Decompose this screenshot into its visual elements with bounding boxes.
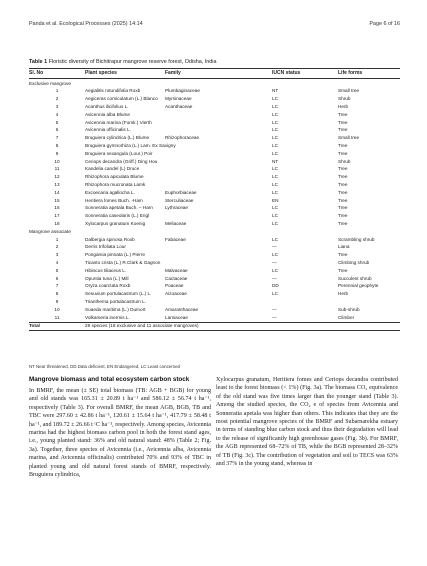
table-caption-label: Table 1 [29,59,48,65]
cell-sl-no: 2 [55,96,59,102]
table-row [29,111,400,119]
table-bottom-rule [29,330,400,331]
cell-family: Acanthaceae [165,103,193,109]
cell-species: Aegiceras corniculatum (L.) Blanco [85,96,158,102]
cell-species: Bruguiera gymnorhiza (L.) Lam. Ex Savigny [85,142,176,148]
cell-iucn: LC [272,127,278,133]
cell-life-form: Tree [338,213,348,219]
table-row [29,87,400,95]
total-text: 29 species (18 exclusive and 11 associate mangroves) [85,322,199,328]
cell-life-form: Tree [338,127,348,133]
cell-family: Meliaceae [165,220,187,226]
cell-life-form: Herb [338,103,349,109]
table-row [29,103,400,111]
table-row [29,236,400,244]
cell-sl-no: 18 [54,220,60,226]
cell-family: Myrsinaceae [165,96,192,102]
group-label: Exclusive mangrove [29,80,71,86]
cell-family: Cactaceae [165,275,188,281]
table-row [29,197,400,205]
table-row [29,181,400,189]
table-row [29,290,400,298]
cell-sl-no: 2 [55,244,59,250]
cell-species: Avicennia officinalis L. [85,127,131,133]
cell-sl-no: 11 [54,314,60,320]
cell-species: Opuntia tuna (L.) Mill [85,275,129,281]
cell-species: Bruguiera sexangula (Lour.) Poir [85,150,153,156]
cell-life-form: Scrambling shrub [338,236,375,242]
column-header: Plant species [85,69,117,76]
cell-life-form: Tree [338,166,348,172]
cell-sl-no: 1 [55,88,59,94]
body-column-left [29,387,211,479]
section-title: Mangrove biomass and total ecosystem carbon stock [29,376,190,383]
cell-life-form: Tree [338,111,348,117]
cell-species: Ceriops decandra (Griff.) Ding Hou [85,158,158,164]
cell-life-form: Tree [338,220,348,226]
table-row [29,251,400,259]
cell-iucn: — [272,306,277,312]
cell-family: Euphorbiaceae [165,189,197,195]
cell-iucn: LC [272,111,278,117]
cell-life-form: Tree [338,174,348,180]
cell-iucn: LC [272,236,278,242]
table-row [29,243,400,251]
cell-iucn: — [272,275,277,281]
page-header [29,21,400,30]
cell-sl-no: 11 [54,166,60,172]
cell-sl-no: 8 [55,291,59,297]
table-row [29,298,400,306]
cell-iucn: DD [272,283,279,289]
cell-life-form: Liana [338,244,350,250]
cell-sl-no: 6 [55,127,59,133]
cell-iucn: — [272,314,277,320]
body-paragraph-right: Xylocarpus granatum, Heritiera fomes and Ceriops decandra contributed least to the forest biomass (< 1%) (Fig. 3a). The biomass CO₂ equivalence of the old stand was five times larger than the younger stand (Table 3). Among the studied species, the CO₂ e of species from Avicennia and Sonneratia apetala was higher than others. This indicates that they are the most potential mangrove species of the BMRF and Subarnarekha estuary in terms of standing blue carbon stock and thus their degradation will lead to the release of significantly high greenhouse gases (Fig. 3b). For BMRF, the AGB represented 68–72% of TB, while the BGB represented 28–32% of TB (Fig. 3c). The contribution of vegetation and soil to TECS was 63% and 37% in the young stand, whereas in [216,377,398,468]
cell-sl-no: 10 [54,158,60,164]
cell-species: Aegialitis rotundifolia Roxb [85,88,141,94]
cell-life-form: Small tree [338,88,360,94]
cell-sl-no: 6 [55,275,59,281]
cell-species: Derris trifoliata Lour [85,244,126,250]
journal-volume: (2025) 14:14 [112,21,143,27]
table-group-row [29,228,400,236]
cell-life-form: Tree [338,142,348,148]
cell-species: Rhizophora mucronata Lamk [85,181,146,187]
cell-sl-no: 16 [54,205,60,211]
cell-life-form: Shrub [338,96,351,102]
cell-family: Amaranthaceae [165,306,199,312]
cell-life-form: Tree [338,205,348,211]
cell-life-form: Tree [338,181,348,187]
cell-species: Acanthus ilicifolius L. [85,103,129,109]
cell-iucn: LC [272,150,278,156]
table-group-row [29,80,400,88]
cell-family: Plumbaginaceae [165,88,200,94]
cell-life-form: Climbing shrub [338,259,370,265]
cell-sl-no: 14 [54,189,60,195]
table-row [29,134,400,142]
body-column-right [216,376,398,468]
table-row [29,126,400,134]
cell-iucn: LC [272,119,278,125]
cell-species: Bruguiera cylindrica (L.) Blume [85,135,150,141]
table-row [29,165,400,173]
cell-iucn: — [272,259,277,265]
cell-iucn: LC [272,96,278,102]
cell-iucn: NT [272,88,279,94]
cell-sl-no: 3 [55,103,59,109]
cell-iucn: EN [272,197,279,203]
table-row [29,314,400,322]
table-row [29,259,400,267]
cell-sl-no: 3 [55,252,59,258]
table-row [29,189,400,197]
cell-family: Lythraceae [165,205,189,211]
cell-iucn: LC [272,103,278,109]
cell-iucn: LC [272,142,278,148]
cell-species: Sonneratia caseolaris (L.) Engl [85,213,150,219]
cell-sl-no: 17 [54,213,60,219]
cell-species: Pongamia pinnata (L.) Pierre [85,252,145,258]
cell-family: Sterculiaceae [165,197,194,203]
cell-life-form: Tree [338,119,348,125]
page-number: Page 6 of 16 [369,21,400,27]
cell-species: Avicennia alba Blume [85,111,130,117]
table-row [29,306,400,314]
cell-sl-no: 7 [55,283,59,289]
cell-sl-no: 15 [54,197,60,203]
cell-life-form: Succulent shrub [338,275,372,281]
cell-species: Trianthema portulacastrum L. [85,298,147,304]
column-header: Life forms [338,69,363,76]
cell-family: Rhizophoraceae [165,135,200,141]
table-row [29,267,400,275]
table-row [29,142,400,150]
cell-iucn: LC [272,166,278,172]
table-caption-text: Floristic diversity of Bichitrapur mangrove reserve forest, Odisha, India [48,59,217,65]
cell-iucn: LC [272,135,278,141]
cell-sl-no: 5 [55,267,59,273]
cell-sl-no: 10 [54,306,60,312]
table-row [29,95,400,103]
cell-life-form: Tree [338,267,348,273]
cell-iucn: NT [272,158,279,164]
cell-life-form: Climber [338,314,355,320]
cell-sl-no: 12 [54,174,60,180]
group-label: Mangrove associate [29,228,71,234]
cell-species: Suaeda maritima (L.) Dumort [85,306,146,312]
table-row [29,212,400,220]
cell-species: Rhizophora apiculata Blume [85,174,144,180]
cell-species: Xylocarpus granatum Koenig [85,220,146,226]
cell-life-form: Sub-shrub [338,306,360,312]
table-row [29,282,400,290]
journal-name: Panda et al. Ecological Processes [29,21,111,27]
cell-sl-no: 7 [55,135,59,141]
cell-species: Sesuvium portulacastrum (L.) L. [85,291,152,297]
cell-sl-no: 9 [55,150,59,156]
cell-life-form: Small tree [338,135,360,141]
cell-species: Oryza coarctata Roxb [85,283,131,289]
cell-sl-no: 13 [54,181,60,187]
cell-iucn: LC [272,189,278,195]
cell-family: Malvaceae [165,267,188,273]
cell-family: Lamiaceae [165,314,188,320]
cell-iucn: — [272,244,277,250]
cell-iucn: LC [272,174,278,180]
table-total-row [29,322,400,330]
cell-family: Poaceae [165,283,184,289]
cell-species: Sonneratia apetala Buch. – Ham [85,205,153,211]
cell-sl-no: 4 [55,111,59,117]
cell-iucn: LC [272,267,278,273]
cell-species: Ticanto crista (L.) R.Clark & Gagnon [85,259,161,265]
cell-family: Aizoaceae [165,291,187,297]
cell-iucn: LC [272,252,278,258]
cell-iucn: LC [272,181,278,187]
table-row [29,173,400,181]
cell-sl-no: 8 [55,142,59,148]
body-paragraph-left: In BMRF, the mean (± SE) total biomass (TB: AGB + BGB) for young and old stands was 165.31 ± 20.89 t ha⁻¹ and 586.12 ± 56.74 t ha⁻¹, respectively (Table 3). For overall BMRF, the mean AGB, BGB, TB and TBC were 297.60 ± 42.86 t ha⁻¹, 120.61 ± 15.64 t ha⁻¹, 417.79 ± 58.48 t ha⁻¹, and 189.72 ± 26.66 t ᶜC ha⁻¹, respectively. Among species, Avicennia marina had the highest biomass carbon pool in both the forest stand ages, i.e., young planted stand: 36% and old natural stand: 48% (Table 2; Fig. 3a). Together, three species of Avicennia (i.e., Avicennia alba, Avicennia marina, and Avicennia officinalis) contributed 70% and 93% of TBC in planted young and old natural forest stands of BMRF, respectively. Bruguiera cylindrica, [29,388,211,479]
cell-iucn: LC [272,220,278,226]
cell-iucn: LC [272,213,278,219]
cell-species: Volkameria inermis L. [85,314,130,320]
cell-sl-no: 1 [55,236,59,242]
table-row [29,204,400,212]
table-caption [29,59,216,65]
cell-life-form: Tree [338,252,348,258]
cell-life-form: Tree [338,197,348,203]
cell-sl-no: 4 [55,259,59,265]
table-row [29,150,400,158]
column-header: Sl. No [29,69,44,76]
cell-life-form: Perennial geophyte [338,283,379,289]
cell-life-form: Tree [338,150,348,156]
total-label: Total [29,322,40,328]
cell-life-form: Tree [338,189,348,195]
table-footnote: NT Near threatened, DD Data deficient, EN Endangered, LC Least concerned [29,364,180,369]
cell-species: Avicennia marina (Forsk.) Vierth [85,119,152,125]
cell-species: Heritiera fomes Buch. -Ham [85,197,143,203]
cell-life-form: Herb [338,291,349,297]
table-row [29,275,400,283]
table-row [29,158,400,166]
cell-species: Kandelia candel (L) Druce [85,166,140,172]
cell-sl-no: 5 [55,119,59,125]
cell-iucn: LC [272,205,278,211]
table-row [29,119,400,127]
table-header-row [29,70,400,78]
cell-species: Hibiscus tiliaceus L. [85,267,127,273]
cell-species: Dalbergia spinosa Roxb [85,236,135,242]
cell-family: Fabaceae [165,236,186,242]
cell-life-form: Shrub [338,158,351,164]
cell-sl-no: 9 [55,298,59,304]
cell-iucn: LC [272,291,278,297]
column-header: Family [165,69,181,76]
column-header: IUCN status [272,69,301,76]
cell-species: Excoecaria agallocha L. [85,189,135,195]
table-row [29,220,400,228]
